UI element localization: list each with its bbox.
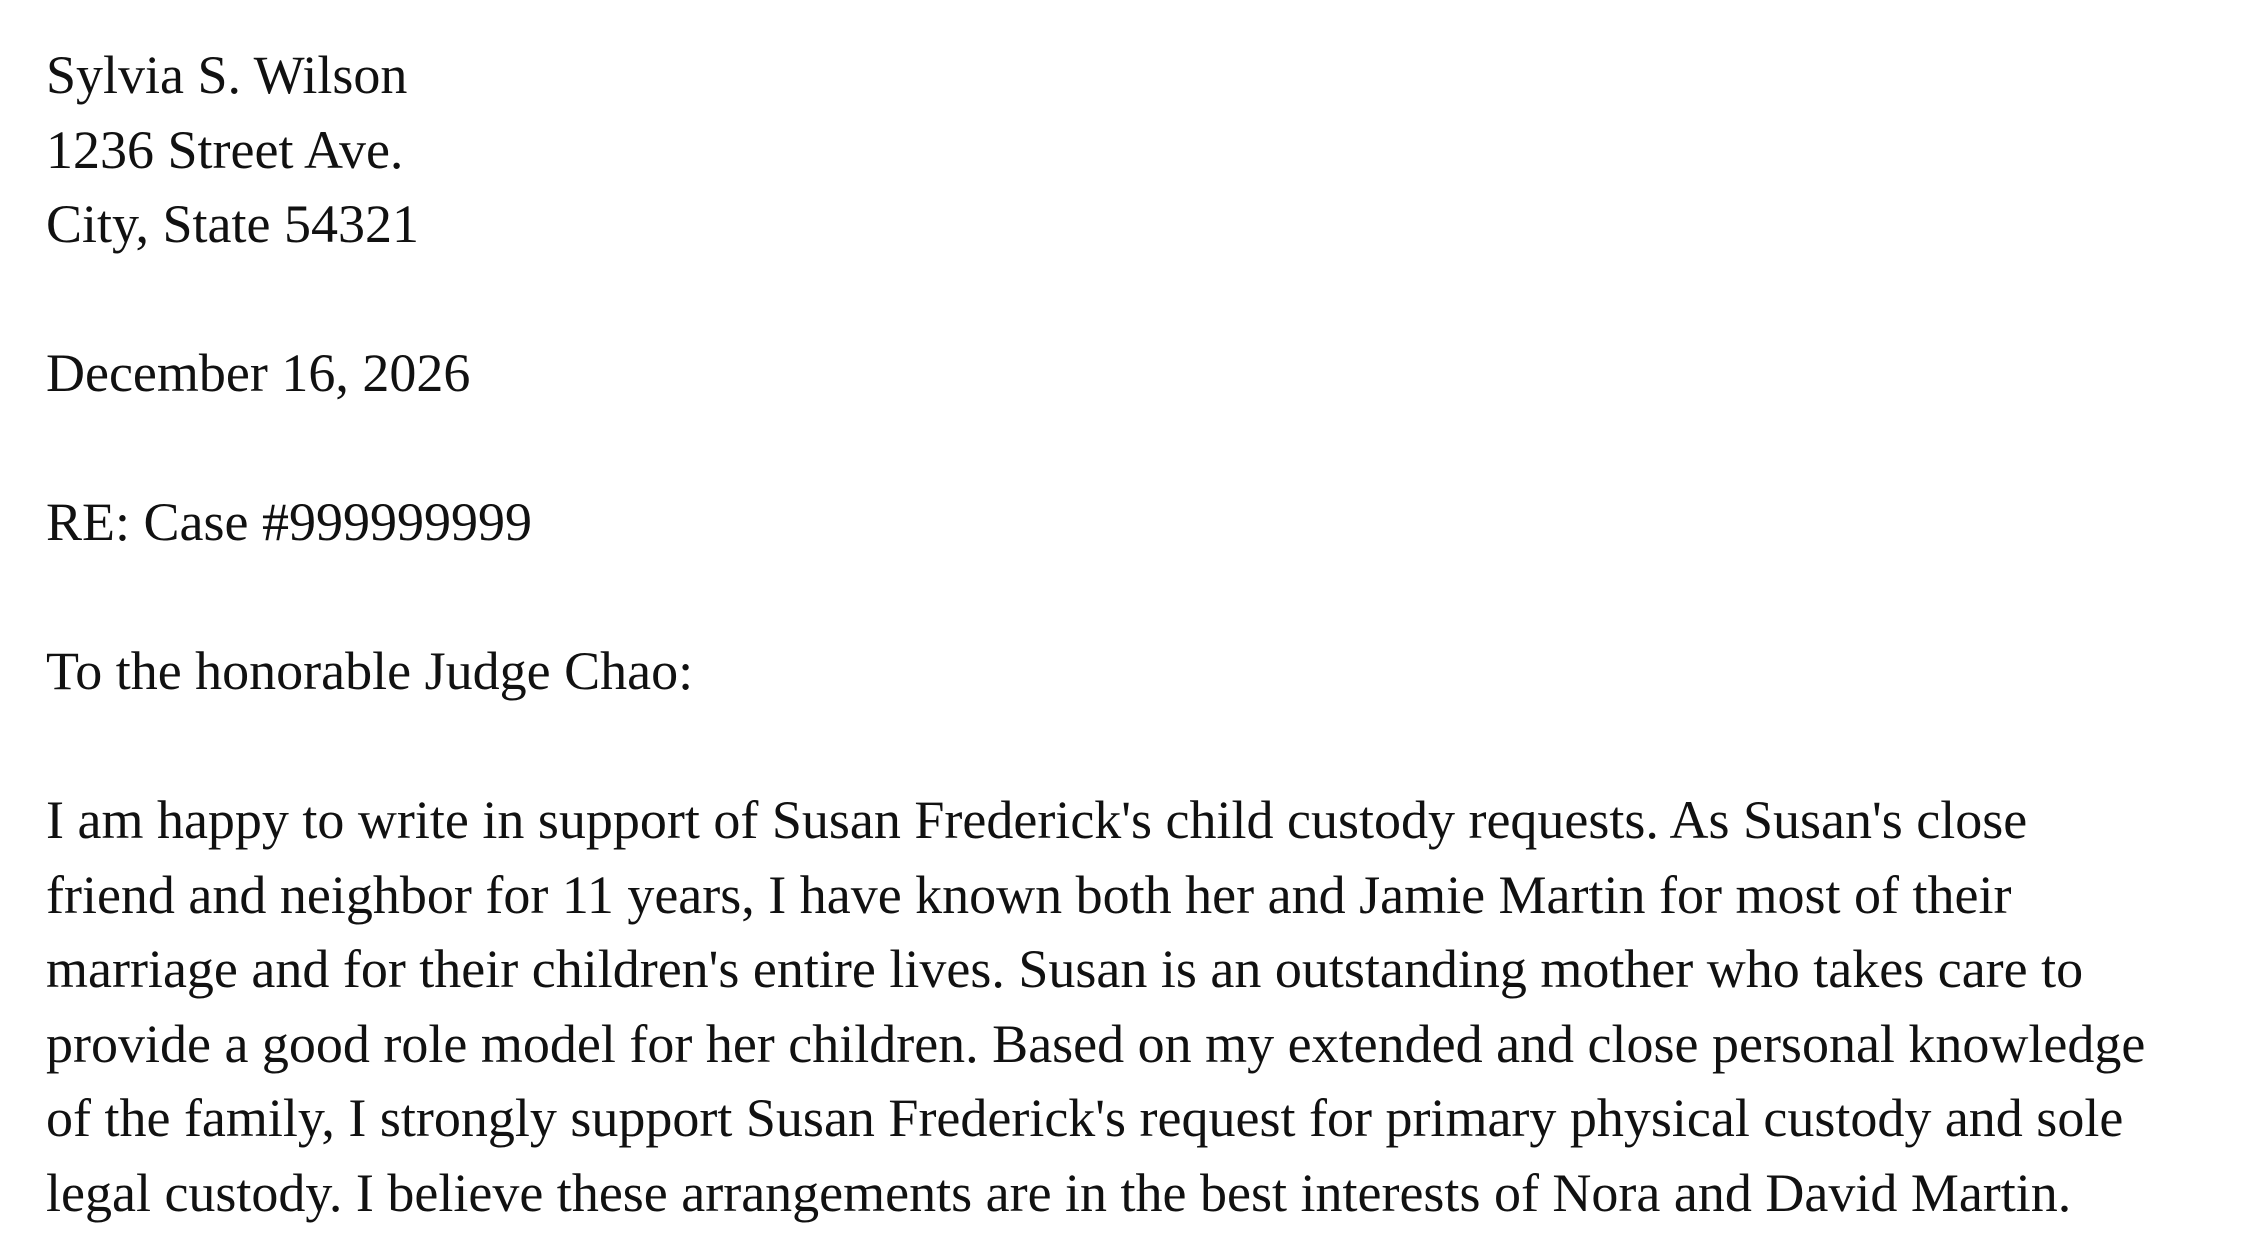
- salutation: To the honorable Judge Chao:: [46, 641, 694, 701]
- spacer: [46, 709, 2246, 784]
- body-line: friend and neighbor for 11 years, I have known both her and Jamie Martin for most of their: [46, 864, 2012, 925]
- sender-street: 1236 Street Ave.: [46, 119, 404, 180]
- case-reference: RE: Case #999999999: [46, 492, 532, 552]
- sender-name: Sylvia S. Wilson: [46, 45, 408, 105]
- body-paragraph: [46, 783, 2246, 1230]
- letter-document: [46, 38, 2246, 1230]
- spacer: [46, 262, 2246, 337]
- body-line: of the family, I strongly support Susan Frederick's request for primary physical custody and sole: [46, 1088, 2124, 1148]
- letter-date: December 16, 2026: [46, 343, 471, 403]
- body-line: legal custody. I believe these arrangements are in the best interests of Nora and David Martin.: [46, 1162, 2072, 1223]
- sender-address-block: [46, 38, 2246, 262]
- spacer: [46, 411, 2246, 486]
- body-line: I am happy to write in support of Susan Frederick's child custody requests. As Susan's close: [46, 790, 2028, 850]
- body-line: provide a good role model for her children. Based on my extended and close personal knowledge: [46, 1013, 2146, 1074]
- body-line: marriage and for their children's entire lives. Susan is an outstanding mother who takes care to: [46, 939, 2084, 999]
- spacer: [46, 560, 2246, 635]
- sender-city-state-zip: City, State 54321: [46, 194, 419, 254]
